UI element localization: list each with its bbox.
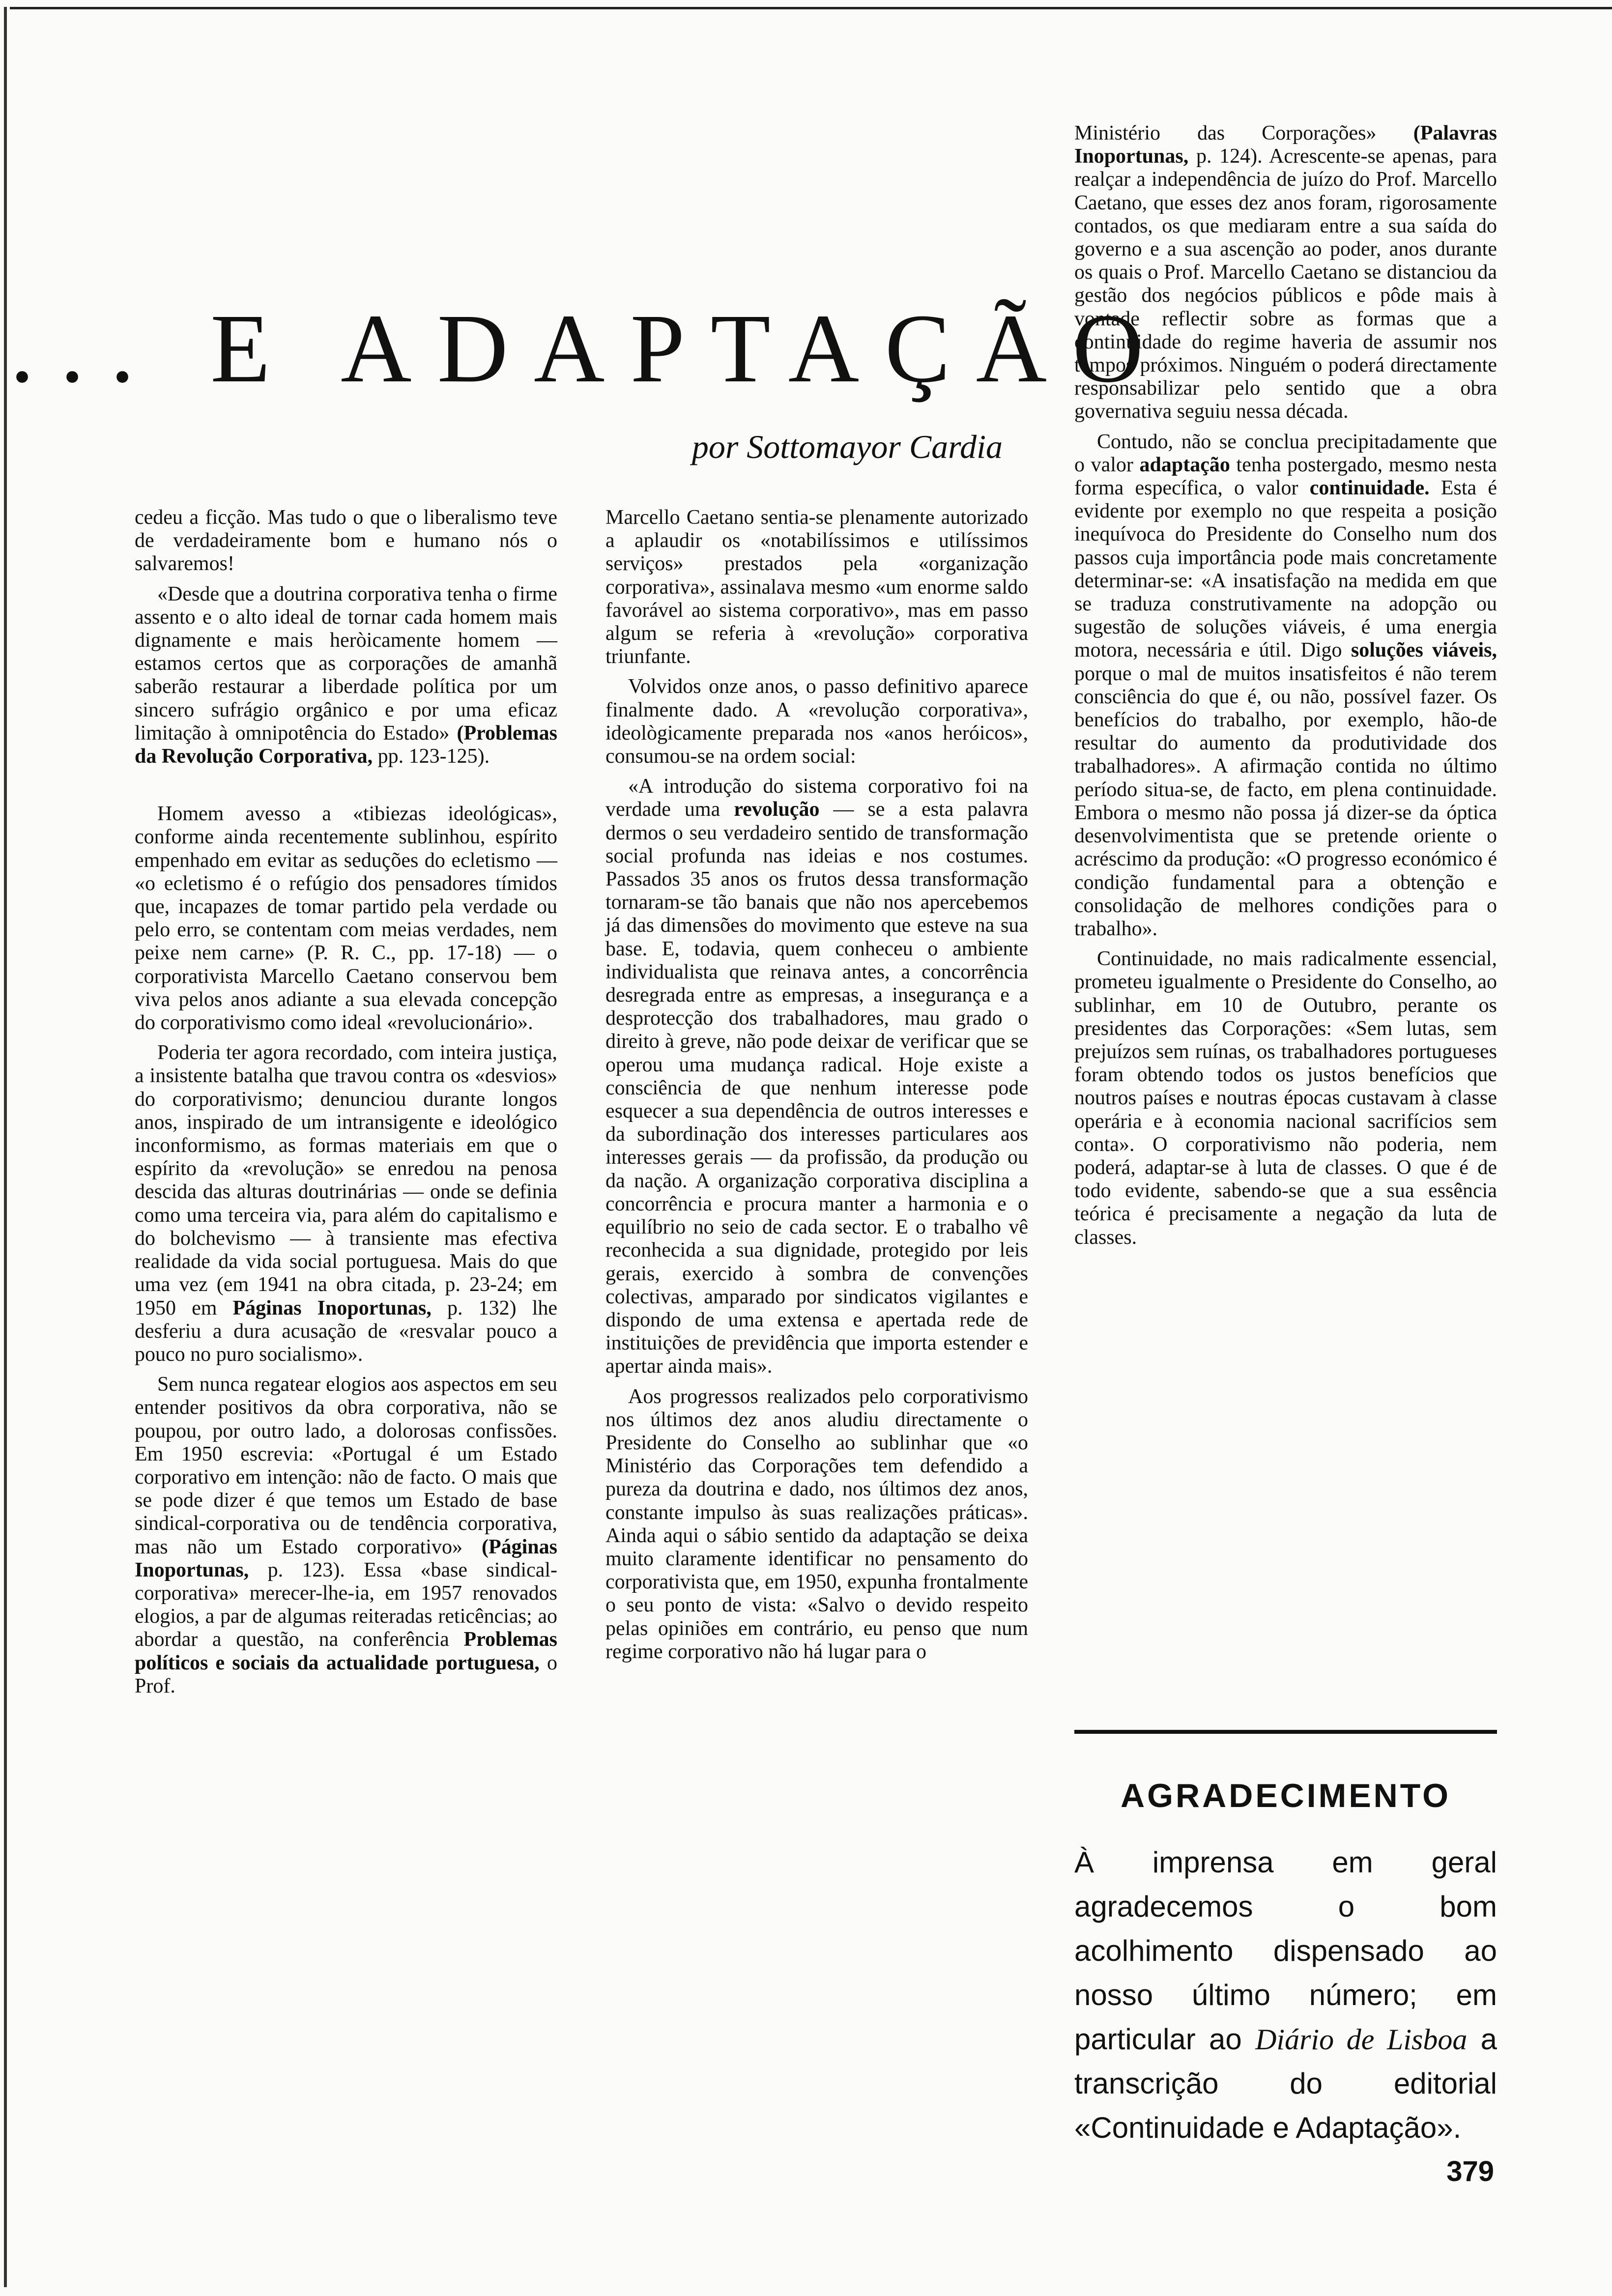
paragraph: Continuidade, no mais radicalmente essencial, prometeu igualmente o Presidente do Conselho, ao sublinhar, em 10 de Outubro, perante os presidentes das Corporações: «Sem lutas, sem prejuízos sem ruínas, os trabalhadores portugueses foram obtendo todos os justos benefícios que noutros países e noutras épocas custavam à classe operária e à economia nacional sacrifícios sem conta». O corporativismo não poderia, nem poderá, adaptar-se à luta de classes. O que é de todo evidente, sabendo-se que a sua essência teórica é precisamente a negação da luta de classes. — [1074, 947, 1497, 1249]
paragraph: Ministério das Corporações» (Palavras Inoportunas, p. 124). Acrescente-se apenas, para realçar a independência de juízo do Prof. Marcello Caetano, que esses dez anos foram, rigorosamente contados, os que mediaram entre a sua saída do governo e a sua ascenção ao poder, anos durante os quais o Prof. Marcello Caetano se distanciou da gestão dos negócios públicos e pôde mais à vontade reflectir sobre as formas que a continuidade do regime haveria de assumir nos tempos próximos. Ninguém o poderá directamente responsabilizar pelo sentido que a obra governativa seguiu nessa década. — [1074, 122, 1497, 423]
article-column-2 — [605, 506, 1028, 1670]
paragraph: Volvidos onze anos, o passo definitivo aparece finalmente dado. A «revolução corporativa», ideològicamente preparada nos «anos heróicos», consumou-se na ordem social: — [605, 675, 1028, 768]
quote-paragraph: «A introdução do sistema corporativo foi na verdade uma revolução — se a esta palavra dermos o seu verdadeiro sentido de transformação social profunda nas ideias e nos costumes. Passados 35 anos os frutos dessa transformação tornaram-se tão banais que não nos apercebemos já das dimensões do movimento que esteve na sua base. E, todavia, quem conheceu o ambiente individualista que reinava antes, a concorrência desregrada entre as empresas, a insegurança e a desprotecção dos trabalhadores, mau grado o direito à greve, não pode deixar de verificar que se operou uma mudança radical. Hoje existe a consciência de que nenhum interesse pode esquecer a sua dependência de outros interesses e da subordinação dos interesses particulares aos interesses gerais — da profissão, da produção ou da nação. A organização corporativa disciplina a concorrência e procura manter a harmonia e o equilíbrio no seio de cada sector. E o trabalho vê reconhecida a sua dignidade, protegido por leis gerais, exercido à sombra de convenções colectivas, amparado por sindicatos vigilantes e dispondo de uma extensa e apertada rede de instituições de previdência que importa estender e apertar ainda mais». — [605, 775, 1028, 1378]
page-number: 379 — [1446, 2155, 1494, 2187]
paragraph: Homem avesso a «tibiezas ideológicas», conforme ainda recentemente sublinhou, espírito empenhado em evitar as seduções do ecletismo — «o ecletismo é o refúgio dos pensadores tímidos que, incapazes de tomar partido pela verdade ou pelo erro, se contentam com meias verdades, nem peixe nem carne» (P. R. C., pp. 17-18) — o corporativista Marcello Caetano conservou bem viva pelos anos adiante a sua elevada concepção do corporativismo como ideal «revolucionário». — [135, 803, 557, 1034]
article-title: ... E ADAPTAÇÃO — [10, 294, 1169, 403]
paragraph: cedeu a ficção. Mas tudo o que o liberalismo teve de verdadeiramente bom e humano nós o salvaremos! — [135, 506, 557, 575]
paragraph: Marcello Caetano sentia-se plenamente autorizado a aplaudir os «notabilíssimos e utilíssimos serviços» prestados pela «organização corporativa», assinalava mesmo «um enorme saldo favorável ao sistema corporativo», mas em passo algum se referia à «revolução» corporativa triunfante. — [605, 506, 1028, 668]
page-top-edge — [10, 7, 1612, 9]
section-divider — [1074, 1730, 1497, 1734]
page-left-edge — [4, 7, 7, 2287]
paragraph: Poderia ter agora recordado, com inteira justiça, a insistente batalha que travou contra os «desvios» do corporativismo; denunciou durante longos anos, inspirado de um intransigente e ideológico inconformismo, as formas materiais em que o espírito da «revolução» se enredou na penosa descida das alturas doutrinárias — onde se definia como uma terceira via, para além do capitalismo e do bolchevismo — à transiente mas efectiva realidade da vida social portuguesa. Mais do que uma vez (em 1941 na obra citada, p. 23-24; em 1950 em Páginas Inoportunas, p. 132) lhe desferiu a dura acusação de «resvalar pouco a pouco no puro socialismo». — [135, 1041, 558, 1366]
paragraph: Contudo, não se conclua precipitadamente que o valor adaptação tenha postergado, mesmo nesta forma específica, o valor continuidade. Esta é evidente por exemplo no que respeita a posição inequívoca do Presidente do Conselho num dos passos cuja importância pode mais concretamente determinar-se: «A insatisfação na medida em que se traduza construtivamente na adopção ou sugestão de soluções viáveis, é uma energia motora, necessária e útil. Digo soluções viáveis, porque o mal de muitos insatisfeitos é não terem consciência do que é, ou não, possível fazer. Os benefícios do trabalho, por exemplo, hão-de resultar do aumento da produtividade dos trabalhadores». A afirmação contida no último período situa-se, de facto, em plena continuidade. Embora o mesmo não possa já dizer-se da óptica desenvolvimentista que se pretende oriente o acréscimo da produção: «O progresso económico é condição fundamental para a obtenção e consolidação de melhores condições para o trabalho». — [1074, 430, 1497, 940]
paragraph: Sem nunca regatear elogios aos aspectos em seu entender positivos da obra corporativa, não se poupou, por outro lado, a dolorosas confissões. Em 1950 escrevia: «Portugal é um Estado corporativo em intenção: não de facto. O mais que se pode dizer é que temos um Estado de base sindical-corporativa ou de tendência corporativa, mas não um Estado corporativo» (Páginas Inoportunas, p. 123). Essa «base sindical-corporativa» merecer-lhe-ia, em 1957 renovados elogios, a par de algumas reiteradas reticências; ao abordar a questão, na conferência Problemas políticos e sociais da actualidade portuguesa, o Prof. — [135, 1373, 557, 1697]
paragraph: «Desde que a doutrina corporativa tenha o firme assento e o alto ideal de tornar cada homem mais dignamente e mais heròicamente homem — estamos certos que as corporações de amanhã saberão restaurar a liberdade política por um sincero sufrágio orgânico e por uma eficaz limitação à omnipotência do Estado» (Problemas da Revolução Corporativa, pp. 123-125). — [135, 582, 557, 768]
article-byline: por Sottomayor Cardia — [691, 428, 1003, 465]
article-column-3 — [1074, 122, 1497, 1256]
paragraph: Aos progressos realizados pelo corporativismo nos últimos dez anos aludiu directamente o Presidente do Conselho ao sublinhar que «o Ministério das Corporações tem defendido a pureza da doutrina e dado, nos últimos dez anos, constante impulso às suas realizações práticas». Ainda aqui o sábio sentido da adaptação se deixa muito claramente identificar no pensamento do corporativista que, em 1950, expunha frontalmente o seu ponto de vista: «Salvo o devido respeito pelas opiniões em contrário, eu penso que num regime corporativo não há lugar para o — [605, 1385, 1028, 1663]
acknowledgement-title: AGRADECIMENTO — [1121, 1777, 1451, 1814]
article-column-1 — [135, 506, 557, 1705]
acknowledgement-body: À imprensa em geral agradecemos o bom acolhimento dispensado ao nosso último número; em particular ao Diário de Lisboa a transcrição do editorial «Continuidade e Adaptação». — [1074, 1846, 1497, 2144]
